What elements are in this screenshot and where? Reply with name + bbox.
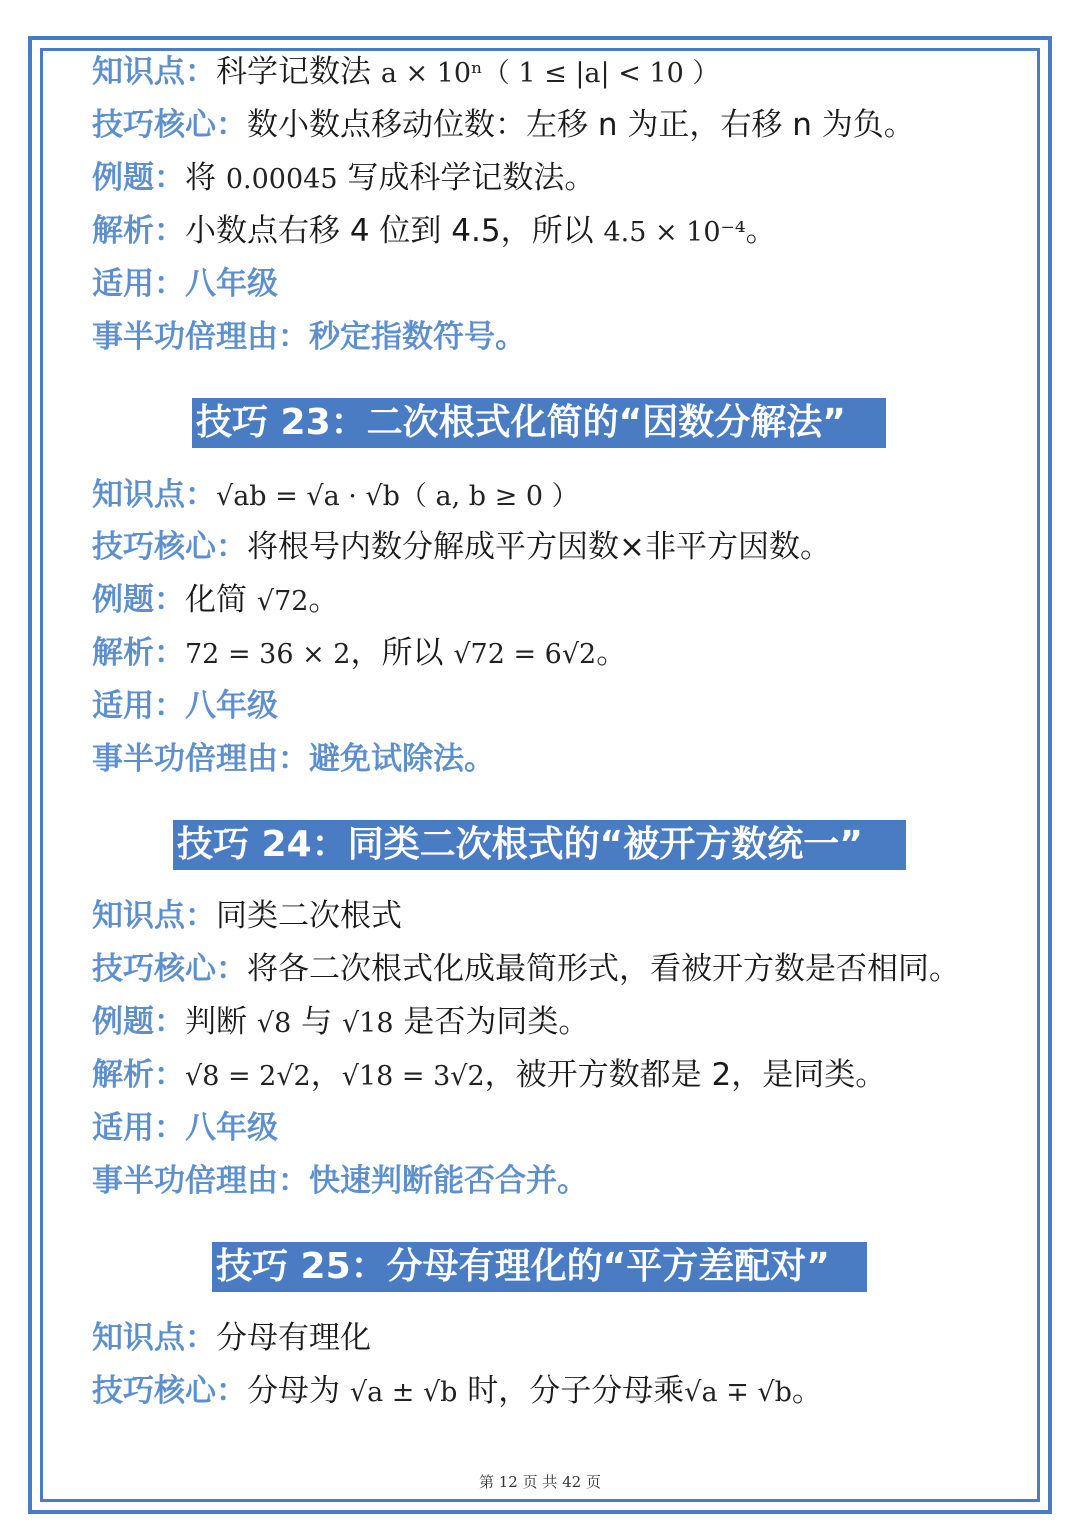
core-text: 数小数点移动位数：左移 n 为正，右移 n 为负。 — [247, 107, 915, 143]
s24-example-line — [92, 1002, 589, 1044]
core-text: 将根号内数分解成平方因数×非平方因数。 — [247, 529, 831, 565]
core-formula: √a ± √b — [349, 1377, 458, 1408]
example-text: 写成科学记数法。 — [347, 160, 596, 196]
core-label: 技巧核心： — [92, 529, 247, 565]
reason-label: 事半功倍理由： — [92, 1163, 309, 1199]
analysis-formula: √8 = 2√2 — [185, 1061, 311, 1092]
analysis-label: 解析： — [92, 213, 185, 249]
reason-value: 秒定指数符号。 — [309, 319, 526, 355]
knowledge-text: 同类二次根式 — [216, 898, 402, 934]
example-formula: √8 — [256, 1008, 292, 1039]
page-number-footer: 第 12 页 共 42 页 — [478, 1473, 601, 1491]
analysis-end: 。 — [745, 213, 777, 249]
s25-core-line — [92, 1371, 823, 1413]
knowledge-label: 知识点： — [92, 54, 216, 90]
analysis-formula: √18 = 3√2 — [341, 1061, 485, 1092]
reason-label: 事半功倍理由： — [92, 319, 309, 355]
example-formula: √72 — [256, 586, 309, 617]
example-label: 例题： — [92, 1004, 185, 1040]
analysis-text: 小数点右移 4 位到 4.5，所以 — [185, 213, 594, 249]
analysis-formula: 4.5 × 10⁻⁴ — [603, 217, 746, 248]
example-end: 。 — [308, 582, 340, 618]
s24-core-line — [92, 949, 960, 989]
analysis-text: ，被开方数都是 2，是同类。 — [484, 1057, 887, 1093]
core-text: 分母为 — [247, 1373, 340, 1409]
s23-example-line — [92, 580, 339, 622]
s23-grade-line — [92, 686, 278, 726]
grade-value: 八年级 — [185, 1110, 278, 1146]
analysis-separator: ， — [310, 1057, 342, 1093]
example-text: 化简 — [185, 582, 247, 618]
reason-label: 事半功倍理由： — [92, 741, 309, 777]
s22-reason-line — [92, 317, 526, 357]
knowledge-text: 科学记数法 — [216, 54, 371, 90]
s22-example-line — [92, 158, 595, 200]
core-text: 时，分子分母乘 — [467, 1373, 685, 1409]
s22-analysis-line — [92, 211, 777, 253]
analysis-formula: 72 = 36 × 2 — [185, 639, 351, 670]
example-text: 与 — [301, 1004, 333, 1040]
analysis-label: 解析： — [92, 635, 185, 671]
knowledge-label: 知识点： — [92, 898, 216, 934]
example-text: 判断 — [185, 1004, 247, 1040]
s24-analysis-line — [92, 1055, 886, 1097]
s23-analysis-line — [92, 633, 627, 675]
s22-knowledge-line — [92, 52, 719, 94]
example-label: 例题： — [92, 582, 185, 618]
section-heading-25: 技巧 25：分母有理化的“平方差配对” — [212, 1242, 867, 1292]
grade-value: 八年级 — [185, 688, 278, 724]
reason-value: 快速判断能否合并。 — [309, 1163, 588, 1199]
section-heading-23: 技巧 23：二次根式化简的“因数分解法” — [192, 398, 886, 448]
analysis-formula: √72 = 6√2 — [453, 639, 597, 670]
example-text: 将 — [185, 160, 216, 196]
s24-grade-line — [92, 1108, 278, 1148]
knowledge-label: 知识点： — [92, 1320, 216, 1356]
knowledge-label: 知识点： — [92, 477, 216, 513]
s23-core-line — [92, 527, 831, 567]
s24-knowledge-line — [92, 896, 402, 936]
s22-grade-line — [92, 264, 278, 304]
analysis-end: 。 — [596, 635, 628, 671]
section-heading-24: 技巧 24：同类二次根式的“被开方数统一” — [173, 820, 906, 870]
example-label: 例题： — [92, 160, 185, 196]
grade-label: 适用： — [92, 688, 185, 724]
core-label: 技巧核心： — [92, 1373, 247, 1409]
core-label: 技巧核心： — [92, 107, 247, 143]
s23-knowledge-line — [92, 475, 579, 517]
knowledge-formula: a × 10ⁿ（ 1 ≤ |a| < 10 ） — [380, 58, 720, 89]
knowledge-formula: √ab = √a · √b（ a, b ≥ 0 ） — [216, 481, 579, 512]
s23-reason-line — [92, 739, 495, 779]
grade-value: 八年级 — [185, 266, 278, 302]
s25-knowledge-line — [92, 1318, 371, 1358]
example-formula: √18 — [341, 1008, 394, 1039]
core-text: 将各二次根式化成最简形式，看被开方数是否相同。 — [247, 951, 960, 987]
analysis-text: ，所以 — [350, 635, 444, 671]
grade-label: 适用： — [92, 1110, 185, 1146]
reason-value: 避免试除法。 — [309, 741, 495, 777]
core-formula: √a ∓ √b — [684, 1377, 792, 1408]
s22-core-line — [92, 105, 915, 145]
knowledge-text: 分母有理化 — [216, 1320, 371, 1356]
analysis-label: 解析： — [92, 1057, 185, 1093]
core-label: 技巧核心： — [92, 951, 247, 987]
s24-reason-line — [92, 1161, 588, 1201]
example-text: 是否为同类。 — [403, 1004, 590, 1040]
core-end: 。 — [791, 1373, 823, 1409]
example-formula: 0.00045 — [225, 164, 338, 195]
grade-label: 适用： — [92, 266, 185, 302]
